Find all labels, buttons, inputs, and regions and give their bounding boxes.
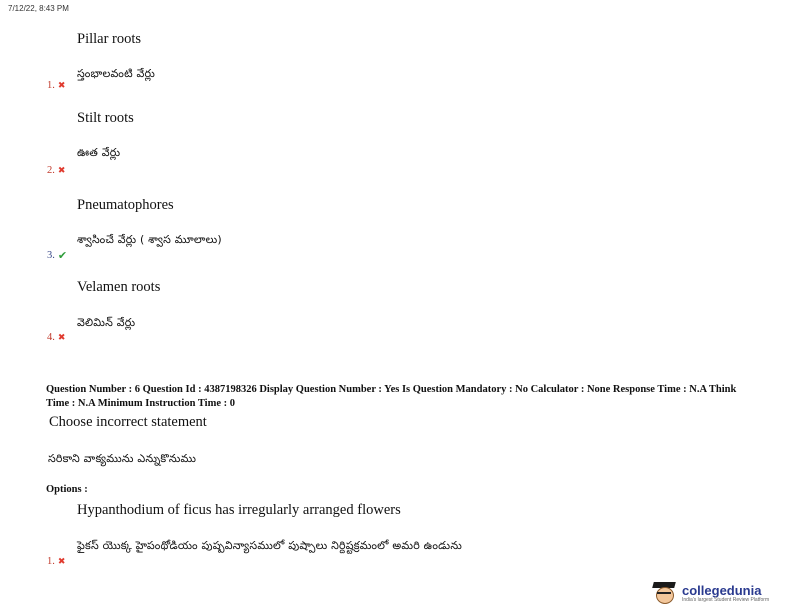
option-4-number: [47, 332, 65, 343]
option-number-label: 1.: [47, 80, 55, 91]
option-3-number: [47, 249, 67, 262]
correct-check-icon: ✔: [57, 249, 68, 262]
option-2-english: Stilt roots: [77, 110, 134, 126]
mascot-icon: [650, 582, 678, 604]
incorrect-cross-icon: ✖: [57, 80, 66, 91]
question-header: Question Number : 6 Question Id : 4387198326 Display Question Number : Yes Is Question Mandatory : No Calculator : None Response Time : N.A Think Time : N.A Minimum Instruction Time : 0: [46, 384, 737, 409]
option-1-number: [47, 80, 65, 91]
incorrect-cross-icon: ✖: [57, 332, 66, 343]
options-label: Options :: [46, 484, 88, 495]
collegedunia-logo: [650, 582, 769, 604]
question-telugu: సరికాని వాక్యమును ఎన్నుకొనుము: [48, 452, 197, 465]
incorrect-cross-icon: ✖: [57, 165, 66, 176]
q6-option-1-number: [47, 556, 65, 567]
q6-option-1-telugu: ఫైకస్ యొక్క హైపంథోడియం పుష్పవిన్యాసములో పుష్పాలు నిర్దిష్టక్రమంలో అమరి ఉండును: [77, 539, 463, 552]
question-english: Choose incorrect statement: [49, 414, 207, 430]
option-2-telugu: ఊత వేర్లు: [77, 146, 121, 159]
option-3-english: Pneumatophores: [77, 197, 174, 213]
option-1-telugu: స్తంభాలవంటి వేర్లు: [77, 67, 156, 80]
option-1-english: Pillar roots: [77, 31, 142, 47]
incorrect-cross-icon: ✖: [57, 556, 66, 567]
option-number-label: 4.: [47, 332, 55, 343]
logo-tagline: India's largest Student Review Platform: [682, 596, 770, 603]
option-2-number: [47, 165, 65, 176]
logo-brand: collegedunia: [682, 582, 762, 598]
option-3-telugu: శ్వాసించే వేర్లు ( శ్వాస మూలాలు): [77, 233, 222, 246]
print-timestamp: 7/12/22, 8:43 PM: [8, 4, 69, 13]
q6-option-1-english: Hypanthodium of ficus has irregularly arranged flowers: [77, 502, 401, 518]
option-number-label: 2.: [47, 165, 55, 176]
option-4-english: Velamen roots: [77, 279, 161, 295]
option-number-label: 1.: [47, 556, 55, 567]
option-4-telugu: వెలిమిన్ వేర్లు: [77, 316, 136, 329]
option-number-label: 3.: [47, 250, 55, 261]
